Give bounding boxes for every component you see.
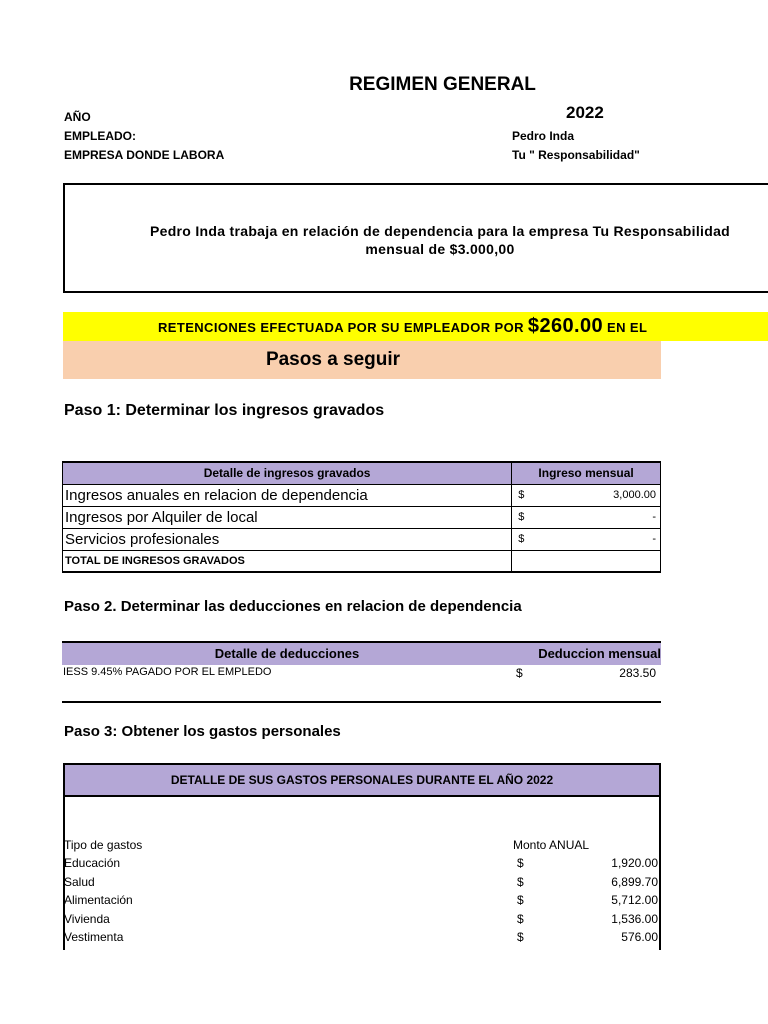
gasto-value: 1,920.00 (611, 856, 658, 870)
currency-symbol: $ (516, 666, 523, 680)
description-line-1: Pedro Inda trabaja en relación de dependencia para la empresa Tu Responsabilidad (149, 223, 731, 239)
gasto-label: Alimentación (64, 893, 133, 907)
currency-symbol: $ (517, 893, 524, 907)
anio-value: 2022 (566, 103, 604, 122)
ingreso-value: - (652, 533, 656, 545)
paso3-title: Paso 3: Obtener los gastos personales (64, 723, 341, 740)
gasto-label: Educación (64, 856, 121, 870)
ingresos-table-header (63, 462, 661, 484)
gastos-header-text: DETALLE DE SUS GASTOS PERSONALES DURANTE EL AÑO 2022 (170, 773, 554, 787)
table-row (64, 930, 658, 949)
empresa-value: Tu " Responsabilidad" (512, 148, 640, 162)
gasto-label: Vivienda (64, 911, 110, 926)
gasto-value: 5,712.00 (611, 893, 658, 907)
deduccion-value: 283.50 (619, 666, 656, 680)
currency-symbol: $ (518, 533, 525, 545)
gasto-label: Vestimenta (64, 930, 124, 944)
retenciones-prefix: RETENCIONES EFECTUADA POR SU EMPLEADOR POR (158, 320, 524, 335)
col-tipo-gastos: Tipo de gastos (64, 838, 143, 852)
ingresos-table (62, 461, 661, 573)
gasto-label: Salud (64, 874, 95, 889)
total-label: TOTAL DE INGRESOS GRAVADOS (63, 550, 512, 572)
currency-symbol: $ (517, 856, 524, 870)
table-row (64, 893, 658, 912)
ingreso-value: 3,000.00 (613, 489, 656, 501)
retenciones-amount: $260.00 (527, 315, 604, 337)
currency-symbol: $ (518, 489, 525, 501)
ingreso-amount-cell (512, 506, 661, 528)
table-row (64, 912, 658, 931)
deducciones-bottom-border (62, 701, 661, 703)
empleado-label: EMPLEADO: (64, 129, 136, 143)
description-line-2: mensual de $3.000,00 (365, 241, 515, 257)
currency-symbol: $ (517, 911, 524, 926)
description-text (65, 222, 768, 258)
col-monto-anual: Monto ANUAL (513, 838, 590, 852)
total-row (63, 550, 661, 572)
table-row (63, 528, 661, 550)
col-deduccion-mensual: Deduccion mensual (538, 646, 661, 661)
col-detalle-deducciones: Detalle de deducciones (214, 646, 360, 661)
ingreso-amount-cell (512, 528, 661, 550)
ingreso-value: - (652, 511, 656, 523)
table-row (63, 506, 661, 528)
retenciones-text (158, 312, 647, 341)
pasos-title (63, 341, 661, 379)
col-detalle-ingresos: Detalle de ingresos gravados (63, 462, 512, 484)
ingreso-label: Ingresos por Alquiler de local (63, 506, 512, 528)
gasto-value: 576.00 (621, 930, 658, 944)
table-row (64, 875, 658, 894)
empleado-value: Pedro Inda (512, 129, 575, 143)
currency-symbol: $ (517, 930, 524, 944)
gasto-value: 1,536.00 (611, 911, 658, 926)
page-title: REGIMEN GENERAL (349, 74, 536, 95)
anio-label: AÑO (64, 110, 91, 124)
table-row (63, 484, 661, 506)
pasos-title-text: Pasos a seguir (265, 349, 401, 370)
empresa-label: EMPRESA DONDE LABORA (64, 148, 225, 162)
ingreso-amount-cell (512, 484, 661, 506)
paso2-title: Paso 2. Determinar las deducciones en relacion de dependencia (64, 598, 522, 615)
paso1-title: Paso 1: Determinar los ingresos gravados (64, 402, 385, 419)
ingreso-label: Ingresos anuales en relacion de dependencia (63, 484, 512, 506)
currency-symbol: $ (518, 511, 525, 523)
total-value-cell (512, 550, 661, 572)
gastos-right-border (659, 797, 661, 950)
retenciones-suffix: EN EL (607, 320, 648, 335)
table-row (64, 856, 658, 875)
currency-symbol: $ (517, 874, 524, 889)
gasto-value: 6,899.70 (611, 874, 658, 889)
deduccion-label: IESS 9.45% PAGADO POR EL EMPLEDO (63, 666, 272, 678)
col-ingreso-mensual: Ingreso mensual (512, 462, 661, 484)
ingreso-label: Servicios profesionales (63, 528, 512, 550)
